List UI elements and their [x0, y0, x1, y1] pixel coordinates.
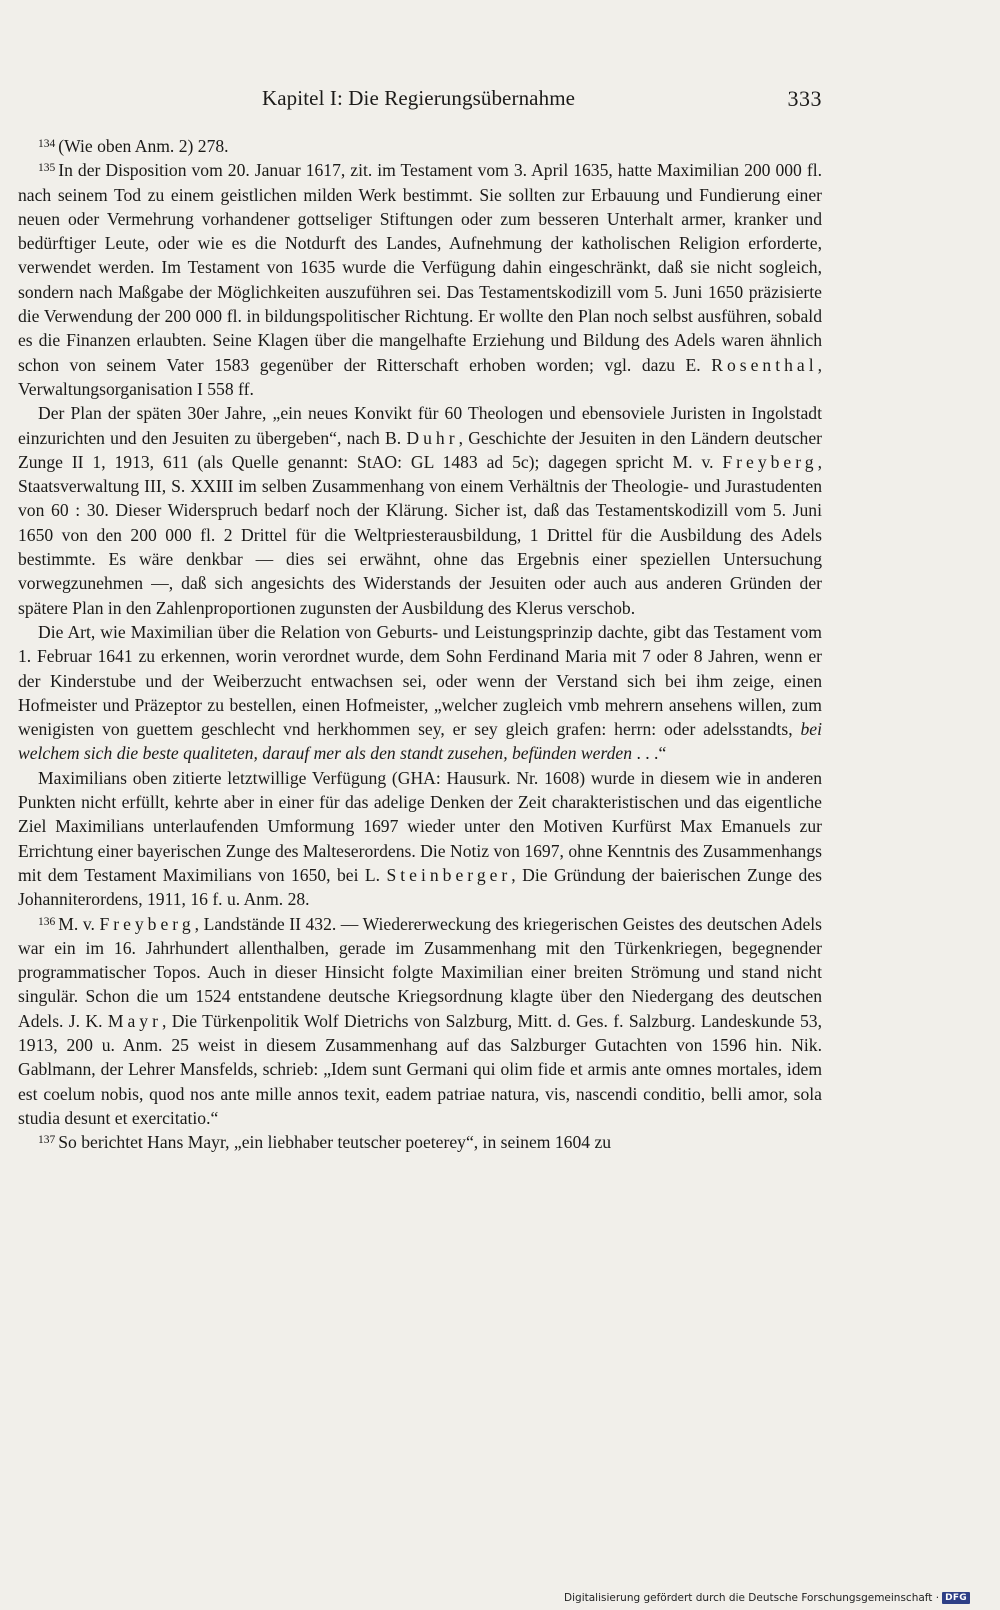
footnote-text: , Geschichte der Jesuiten in den Ländern deutscher Zunge II 1, 1913, 611 (als Quelle genannt: StAO: GL 1483 ad 5c); dagegen spricht M. v. [18, 427, 822, 472]
author-name: Duhr [406, 427, 459, 448]
author-name: Mayr [107, 1010, 162, 1031]
footnote-number: 137 [38, 1134, 56, 1147]
footnote-135-paragraph [18, 620, 822, 766]
running-header [262, 86, 822, 116]
footnote-text: , Staatsverwaltung III, S. XXIII im selben Zusammenhang von einem Verhältnis der Theologie- und Jurastudenten von 60 : 30. Dieser Widerspruch bedarf noch der Klärung. Sicher ist, daß das Testamentskodizill vom 5. Juni 1650 von den 200 000 fl. 2 Drittel für die Weltpriesterausbildung, 1 Drittel für die Ausbildung des Adels bestimmte. Es wäre denkbar — dies sei erwähnt, ohne das Ergebnis einer speziellen Untersuchung vorwegzunehmen —, daß sich angesichts des Widerstands der Jesuiten oder auch aus anderen Gründen der spätere Plan in den Zahlenproportionen zugunsten der Ausbildung des Klerus verschob. [18, 451, 822, 618]
footnote-text: In der Disposition vom 20. Januar 1617, zit. im Testament vom 3. April 1635, hatte Maximilian 200 000 fl. nach seinem Tod zu einem geistlichen milden Werk bestimmt. Sie sollten zur Erbauung und Fundierung einer neuen oder Vermehrung vorhandener gottseliger Stiftungen oder zum besseren Unterhalt armer, kranker und bedürftiger Leute, oder wie es die Notdurft des Landes, Aufnehmung der katholischen Religion erforderte, verwendet werden. Im Testament von 1635 wurde die Verfügung dahin eingeschränkt, daß sie nicht sogleich, sondern nach Maßgabe der Möglichkeiten auszuführen sei. Das Testamentskodizill vom 5. Juni 1650 präzisierte die Verwendung der 200 000 fl. in bildungspolitischer Richtung. Er wollte den Plan noch selbst ausführen, sobald es die Finanzen erlaubten. Seine Klagen über die mangelhafte Erziehung und Bildung des Adels waren ähnlich schon von seinem Vater 1583 gegenüber der Ritterschaft erhoben worden; vgl. dazu E. [18, 160, 822, 375]
author-name: Rosenthal [711, 354, 818, 375]
footnote-number: 135 [38, 162, 56, 175]
footnote-135 [18, 158, 822, 401]
quoted-italic-text: bei welchem sich die beste qualiteten, darauf mer als den standt zusehen, befünden werden [18, 719, 822, 764]
footnotes-body [18, 134, 822, 1154]
author-name: Freyberg [99, 913, 195, 934]
footnote-text: Maximilians oben zitierte letztwillige Verfügung (GHA: Hausurk. Nr. 1608) wurde in diesem wie in anderen Punkten nicht erfüllt, kehrte aber in einer für das adelige Denken der Zeit charakteristischen und das eigentliche Ziel Maximilians unterlaufenden Umformung 1697 wieder unter den Motiven Kurfürst Max Emanuels zur Errichtung einer bayerischen Zunge des Malteserordens. Die Notiz von 1697, ohne Kenntnis des Zusammenhangs mit dem Testament Maximilians von 1650, bei L. [18, 767, 822, 885]
footnote-number: 134 [38, 138, 56, 150]
footnote-text: , Die Türkenpolitik Wolf Dietrichs von Salzburg, Mitt. d. Ges. f. Salzburg. Landeskunde 53, 1913, 200 u. Anm. 25 weist in diesem Zusammenhang auf das Salzburger Gutachten von 1596 hin. Nik. Gablmann, der Lehrer Mansfelds, schrieb: „Idem sunt Germani qui olim fide et armis ante omnes mortales, idem est coelum nobis, quod nos ante mille annos texit, eadem patriae natura, vis, nascendi conditio, belli amor, sola studia desunt et exercitatio.“ [18, 1010, 822, 1128]
footnote-text: , Landstände II 432. — Wiedererweckung des kriegerischen Geistes des deutschen Adels war ein im 16. Jahrhundert allenthalben, gerade im Zusammenhang mit den Türkenkriegen, begegnender programmatischer Topos. Auch in dieser Hinsicht folgte Maximilian einer breiten Strömung und stand nicht singulär. Schon die um 1524 entstandene deutsche Kriegsordnung klagte über den Niedergang des deutschen Adels. J. K. [18, 913, 822, 1031]
footnote-137 [18, 1130, 822, 1154]
chapter-title: Kapitel I: Die Regierungsübernahme [262, 86, 576, 110]
dfg-logo: DFG [942, 1592, 970, 1604]
author-name: Freyberg [722, 451, 818, 472]
footnote-136 [18, 912, 822, 1131]
footnote-text: (Wie oben Anm. 2) 278. [58, 136, 229, 156]
author-name: Steinberger [386, 864, 512, 885]
footnote-134 [18, 134, 822, 158]
footnote-number: 136 [38, 915, 56, 928]
footnote-135-paragraph [18, 401, 822, 620]
footnote-text: Der Plan der späten 30er Jahre, „ein neues Konvikt für 60 Theologen und ebensoviele Juristen in Ingolstadt einzurichten und den Jesuiten zu übergeben“, nach B. [18, 403, 822, 448]
credit-text: Digitalisierung gefördert durch die Deutsche Forschungsgemeinschaft · [564, 1592, 940, 1604]
footnote-text: , Die Gründung der baierischen Zunge des Johanniterordens, 1911, 16 f. u. Anm. 28. [18, 864, 822, 910]
footnote-135-paragraph [18, 766, 822, 912]
footnote-text: So berichtet Hans Mayr, „ein liebhaber teutscher poeterey“, in seinem 1604 zu [58, 1132, 612, 1153]
footnote-text: M. v. [58, 913, 100, 934]
footnote-text: . . .“ [632, 743, 667, 764]
digitization-credit [564, 1592, 970, 1604]
footnote-text: Die Art, wie Maximilian über die Relation von Geburts- und Leistungsprinzip dachte, gibt das Testament vom 1. Februar 1641 zu erkennen, worin verordnet wurde, dem Sohn Ferdinand Maria mit 7 oder 8 Jahren, wenn er der Kinderstube und der Weiberzucht entwachsen sei, oder wenn der Verstand sich bei ihm zeige, einen Hofmeister und Präzeptor zu bestellen, einen Hofmeister, „welcher zugleich vmb mehrern ansehens willen, zum wenigisten von guettem geschlecht vnd herkhommen sey, er sey gleich grafen: herrn: oder adelsstandts, [18, 621, 822, 740]
footnote-text: , Verwaltungsorganisation I 558 ff. [18, 354, 822, 399]
page-number: 333 [787, 86, 822, 111]
